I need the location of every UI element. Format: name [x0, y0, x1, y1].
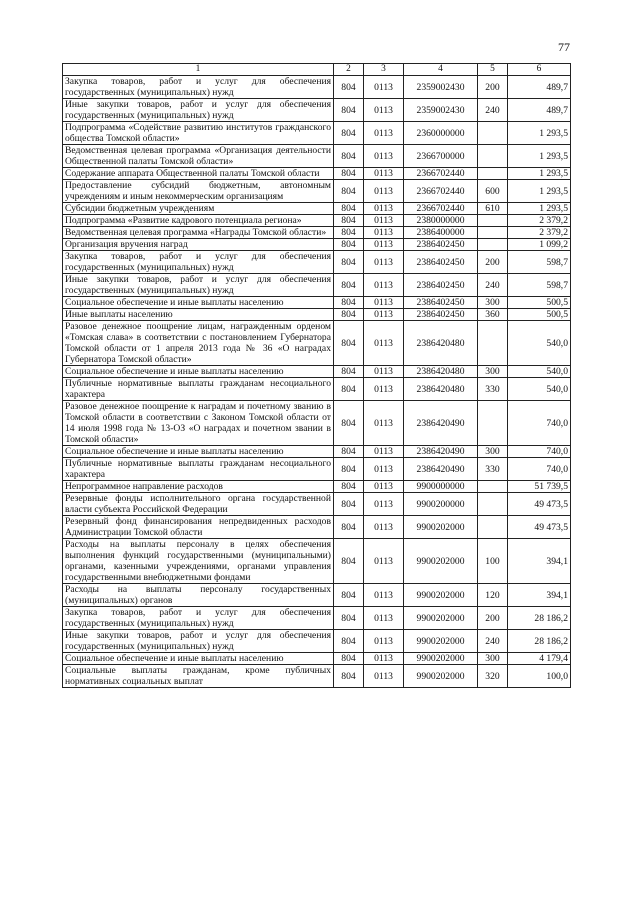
ministry-code: 804: [334, 99, 364, 122]
section-code: 0113: [364, 539, 404, 584]
column-header: 3: [364, 64, 404, 76]
amount: 2 379,2: [508, 227, 571, 239]
table-row: [63, 630, 571, 653]
table-row: [63, 516, 571, 539]
table-row: [63, 251, 571, 274]
target-article-code: 2366702440: [404, 203, 478, 215]
expense-name: Ведомственная целевая программа «Организация деятельности Общественной палаты Томской области»: [63, 145, 334, 168]
table-row: [63, 665, 571, 688]
table-row: [63, 215, 571, 227]
table-row: [63, 203, 571, 215]
target-article-code: 2366702440: [404, 168, 478, 180]
table-row: [63, 607, 571, 630]
section-code: 0113: [364, 630, 404, 653]
expense-type-code: [478, 481, 508, 493]
section-code: 0113: [364, 378, 404, 401]
expense-name: Иные выплаты населению: [63, 309, 334, 321]
expense-name: Социальные выплаты гражданам, кроме публичных нормативных социальных выплат: [63, 665, 334, 688]
expense-name: Разовое денежное поощрение лицам, награжденным орденом «Томская слава» в соответствии с постановлением Губернатора Томской области от 1 апреля 2013 года № 36 «О наградах Губернатора Томской области»: [63, 321, 334, 366]
ministry-code: 804: [334, 630, 364, 653]
amount: 740,0: [508, 446, 571, 458]
table-row: [63, 458, 571, 481]
amount: 500,5: [508, 297, 571, 309]
section-code: 0113: [364, 203, 404, 215]
section-code: 0113: [364, 446, 404, 458]
ministry-code: 804: [334, 493, 364, 516]
expense-name: Ведомственная целевая программа «Награды Томской области»: [63, 227, 334, 239]
amount: 4 179,4: [508, 653, 571, 665]
amount: 100,0: [508, 665, 571, 688]
target-article-code: 2386420490: [404, 446, 478, 458]
amount: 500,5: [508, 309, 571, 321]
amount: 1 293,5: [508, 180, 571, 203]
target-article-code: 9900202000: [404, 607, 478, 630]
section-code: 0113: [364, 458, 404, 481]
amount: 1 293,5: [508, 168, 571, 180]
amount: 540,0: [508, 366, 571, 378]
expense-type-code: [478, 239, 508, 251]
ministry-code: 804: [334, 180, 364, 203]
column-header: 5: [478, 64, 508, 76]
section-code: 0113: [364, 366, 404, 378]
table-row: [63, 99, 571, 122]
expense-type-code: [478, 401, 508, 446]
column-header: 2: [334, 64, 364, 76]
section-code: 0113: [364, 607, 404, 630]
expense-name: Социальное обеспечение и иные выплаты населению: [63, 366, 334, 378]
table-header: [63, 64, 571, 76]
ministry-code: 804: [334, 458, 364, 481]
target-article-code: 2386420480: [404, 321, 478, 366]
target-article-code: 2386400000: [404, 227, 478, 239]
ministry-code: 804: [334, 227, 364, 239]
amount: 394,1: [508, 539, 571, 584]
expense-name: Содержание аппарата Общественной палаты Томской области: [63, 168, 334, 180]
expense-name: Резервные фонды исполнительного органа государственной власти субъекта Российской Федерации: [63, 493, 334, 516]
amount: 28 186,2: [508, 630, 571, 653]
ministry-code: 804: [334, 446, 364, 458]
expense-type-code: 320: [478, 665, 508, 688]
column-header: 6: [508, 64, 571, 76]
ministry-code: 804: [334, 321, 364, 366]
section-code: 0113: [364, 145, 404, 168]
expense-name: Расходы на выплаты персоналу государственных (муниципальных) органов: [63, 584, 334, 607]
expense-name: Расходы на выплаты персоналу в целях обеспечения выполнения функций государственными (муниципальными) органами, казенными учреждениями, органами управления государственными внебюджетными фондами: [63, 539, 334, 584]
ministry-code: 804: [334, 76, 364, 99]
expense-type-code: 330: [478, 378, 508, 401]
expense-name: Закупка товаров, работ и услуг для обеспечения государственных (муниципальных) нужд: [63, 607, 334, 630]
amount: 540,0: [508, 321, 571, 366]
ministry-code: 804: [334, 309, 364, 321]
table-row: [63, 76, 571, 99]
section-code: 0113: [364, 180, 404, 203]
column-header: 1: [63, 64, 334, 76]
amount: 540,0: [508, 378, 571, 401]
table-row: [63, 481, 571, 493]
amount: 1 293,5: [508, 122, 571, 145]
table-body: [63, 76, 571, 688]
amount: 1 099,2: [508, 239, 571, 251]
expense-name: Субсидии бюджетным учреждениям: [63, 203, 334, 215]
target-article-code: 2386402450: [404, 251, 478, 274]
section-code: 0113: [364, 168, 404, 180]
expense-type-code: 600: [478, 180, 508, 203]
page-number: 77: [558, 40, 570, 54]
target-article-code: 2359002430: [404, 76, 478, 99]
expense-type-code: 240: [478, 630, 508, 653]
ministry-code: 804: [334, 607, 364, 630]
amount: 49 473,5: [508, 516, 571, 539]
section-code: 0113: [364, 215, 404, 227]
ministry-code: 804: [334, 539, 364, 584]
expense-type-code: 100: [478, 539, 508, 584]
ministry-code: 804: [334, 215, 364, 227]
target-article-code: 9900202000: [404, 630, 478, 653]
expense-type-code: 200: [478, 607, 508, 630]
section-code: 0113: [364, 321, 404, 366]
ministry-code: 804: [334, 516, 364, 539]
table-row: [63, 401, 571, 446]
budget-table: [62, 63, 571, 688]
table-row: [63, 297, 571, 309]
table-row: [63, 378, 571, 401]
target-article-code: 9900202000: [404, 653, 478, 665]
ministry-code: 804: [334, 584, 364, 607]
target-article-code: 2386420480: [404, 378, 478, 401]
target-article-code: 9900202000: [404, 539, 478, 584]
expense-type-code: [478, 493, 508, 516]
expense-name: Публичные нормативные выплаты гражданам несоциального характера: [63, 458, 334, 481]
expense-type-code: 610: [478, 203, 508, 215]
expense-type-code: [478, 516, 508, 539]
section-code: 0113: [364, 309, 404, 321]
section-code: 0113: [364, 297, 404, 309]
expense-type-code: [478, 145, 508, 168]
expense-type-code: 200: [478, 251, 508, 274]
target-article-code: 2380000000: [404, 215, 478, 227]
expense-name: Иные закупки товаров, работ и услуг для обеспечения государственных (муниципальных) нужд: [63, 99, 334, 122]
ministry-code: 804: [334, 122, 364, 145]
target-article-code: 2386402450: [404, 297, 478, 309]
expense-type-code: 300: [478, 297, 508, 309]
section-code: 0113: [364, 653, 404, 665]
ministry-code: 804: [334, 203, 364, 215]
table-row: [63, 168, 571, 180]
amount: 2 379,2: [508, 215, 571, 227]
ministry-code: 804: [334, 401, 364, 446]
ministry-code: 804: [334, 274, 364, 297]
column-header: 4: [404, 64, 478, 76]
expense-type-code: [478, 215, 508, 227]
expense-type-code: 120: [478, 584, 508, 607]
amount: 1 293,5: [508, 203, 571, 215]
expense-name: Резервный фонд финансирования непредвиденных расходов Администрации Томской области: [63, 516, 334, 539]
expense-name: Публичные нормативные выплаты гражданам несоциального характера: [63, 378, 334, 401]
table-row: [63, 274, 571, 297]
expense-name: Иные закупки товаров, работ и услуг для обеспечения государственных (муниципальных) нужд: [63, 274, 334, 297]
expense-name: Социальное обеспечение и иные выплаты населению: [63, 446, 334, 458]
ministry-code: 804: [334, 251, 364, 274]
expense-name: Иные закупки товаров, работ и услуг для обеспечения государственных (муниципальных) нужд: [63, 630, 334, 653]
target-article-code: 2386402450: [404, 239, 478, 251]
expense-type-code: 360: [478, 309, 508, 321]
expense-name: Непрограммное направление расходов: [63, 481, 334, 493]
table-row: [63, 309, 571, 321]
target-article-code: 2386420490: [404, 401, 478, 446]
expense-name: Социальное обеспечение и иные выплаты населению: [63, 297, 334, 309]
amount: 489,7: [508, 99, 571, 122]
target-article-code: 2366700000: [404, 145, 478, 168]
expense-name: Предоставление субсидий бюджетным, автономным учреждениям и иным некоммерческим организациям: [63, 180, 334, 203]
table-row: [63, 446, 571, 458]
section-code: 0113: [364, 251, 404, 274]
expense-type-code: 200: [478, 76, 508, 99]
target-article-code: 9900202000: [404, 584, 478, 607]
target-article-code: 9900000000: [404, 481, 478, 493]
ministry-code: 804: [334, 297, 364, 309]
expense-type-code: 300: [478, 366, 508, 378]
table-row: [63, 584, 571, 607]
table-row: [63, 180, 571, 203]
expense-name: Организация вручения наград: [63, 239, 334, 251]
table-row: [63, 493, 571, 516]
amount: 28 186,2: [508, 607, 571, 630]
amount: 394,1: [508, 584, 571, 607]
expense-type-code: 330: [478, 458, 508, 481]
table-row: [63, 145, 571, 168]
amount: 51 739,5: [508, 481, 571, 493]
target-article-code: 2386420480: [404, 366, 478, 378]
target-article-code: 9900200000: [404, 493, 478, 516]
table-row: [63, 539, 571, 584]
expense-type-code: 300: [478, 653, 508, 665]
section-code: 0113: [364, 227, 404, 239]
amount: 49 473,5: [508, 493, 571, 516]
table-row: [63, 122, 571, 145]
target-article-code: 9900202000: [404, 665, 478, 688]
target-article-code: 2359002430: [404, 99, 478, 122]
expense-name: Социальное обеспечение и иные выплаты населению: [63, 653, 334, 665]
section-code: 0113: [364, 274, 404, 297]
target-article-code: 2386420490: [404, 458, 478, 481]
section-code: 0113: [364, 401, 404, 446]
ministry-code: 804: [334, 366, 364, 378]
amount: 598,7: [508, 251, 571, 274]
ministry-code: 804: [334, 665, 364, 688]
target-article-code: 2366702440: [404, 180, 478, 203]
section-code: 0113: [364, 239, 404, 251]
table-row: [63, 653, 571, 665]
expense-name: Закупка товаров, работ и услуг для обеспечения государственных (муниципальных) нужд: [63, 76, 334, 99]
target-article-code: 2360000000: [404, 122, 478, 145]
section-code: 0113: [364, 493, 404, 516]
ministry-code: 804: [334, 378, 364, 401]
ministry-code: 804: [334, 653, 364, 665]
expense-type-code: 240: [478, 274, 508, 297]
expense-type-code: [478, 227, 508, 239]
expense-name: Подпрограмма «Содействие развитию институтов гражданского общества Томской области»: [63, 122, 334, 145]
amount: 598,7: [508, 274, 571, 297]
header-row: [63, 64, 571, 76]
amount: 740,0: [508, 401, 571, 446]
ministry-code: 804: [334, 145, 364, 168]
amount: 1 293,5: [508, 145, 571, 168]
expense-type-code: 300: [478, 446, 508, 458]
expense-name: Подпрограмма «Развитие кадрового потенциала региона»: [63, 215, 334, 227]
section-code: 0113: [364, 99, 404, 122]
expense-name: Разовое денежное поощрение к наградам и почетному званию в Томской области в соответствии с Законом Томской области от 14 июля 1998 года № 13-ОЗ «О наградах и почетном звании в Томской области»: [63, 401, 334, 446]
table-row: [63, 321, 571, 366]
section-code: 0113: [364, 76, 404, 99]
section-code: 0113: [364, 122, 404, 145]
expense-type-code: [478, 168, 508, 180]
ministry-code: 804: [334, 239, 364, 251]
target-article-code: 9900202000: [404, 516, 478, 539]
expense-name: Закупка товаров, работ и услуг для обеспечения государственных (муниципальных) нужд: [63, 251, 334, 274]
table-row: [63, 227, 571, 239]
table-row: [63, 239, 571, 251]
target-article-code: 2386402450: [404, 274, 478, 297]
ministry-code: 804: [334, 481, 364, 493]
amount: 489,7: [508, 76, 571, 99]
table-row: [63, 366, 571, 378]
amount: 740,0: [508, 458, 571, 481]
section-code: 0113: [364, 481, 404, 493]
expense-type-code: [478, 321, 508, 366]
expense-type-code: [478, 122, 508, 145]
target-article-code: 2386402450: [404, 309, 478, 321]
ministry-code: 804: [334, 168, 364, 180]
section-code: 0113: [364, 665, 404, 688]
section-code: 0113: [364, 584, 404, 607]
expense-type-code: 240: [478, 99, 508, 122]
section-code: 0113: [364, 516, 404, 539]
